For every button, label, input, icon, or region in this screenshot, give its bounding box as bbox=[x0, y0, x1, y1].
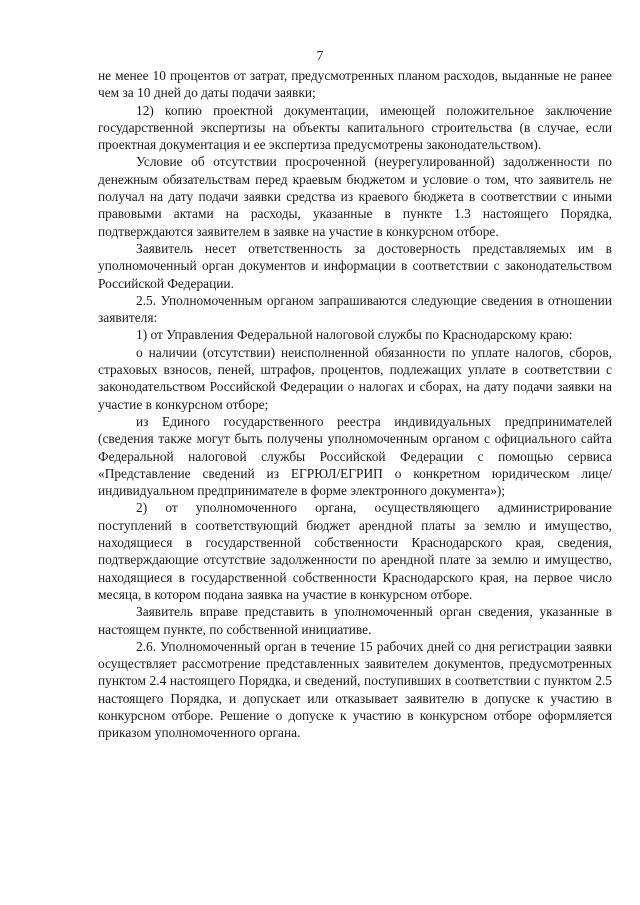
paragraph: 2.5. Уполномоченным органом запрашиваются следующие сведения в отношении заявителя: bbox=[98, 292, 612, 326]
paragraph: 1) от Управления Федеральной налоговой службы по Краснодарскому краю: bbox=[136, 327, 573, 343]
paragraph: 2.6. Уполномоченный орган в течение 15 рабочих дней со дня регистрации заявки осуществляет рассмотрение представленных заявителем документов, предусмотренных пунктом 2.4 настоящего Порядка, и сведений, поступивших в соответствии с пунктом 2.5 настоящего Порядка, и допускает или отказывает заявителю в допуске к участию в конкурсном отборе. Решение о допуске к участию в конкурсном отборе оформляется приказом уполномоченного органа. bbox=[98, 638, 612, 741]
paragraph: о наличии (отсутствии) неисполненной обязанности по уплате налогов, сборов, страховых взносов, пеней, штрафов, процентов, подлежащих уплате в соответствии с законодательством Российской Федерации о налогах и сборах, на дату подачи заявки на участие в конкурсном отборе; bbox=[98, 344, 612, 412]
paragraph: 2) от уполномоченного органа, осуществляющего администрирование поступлений в соответствующий бюджет арендной платы за землю и имущество, находящиеся в государственной собственности Краснодарского края, сведения, подтверждающие отсутствие задолженности по арендной плате за землю и имущество, находящиеся в государственной собственности Краснодарского края, на первое число месяца, в котором подана заявка на участие в конкурсном отборе. bbox=[98, 500, 612, 602]
paragraph: 12) копию проектной документации, имеющей положительное заключение государственной экспертизы на объекты капитального строительства (в случае, если проектная документация и ее экспертиза предусмотрены законодательством). bbox=[98, 102, 612, 153]
document-body bbox=[98, 67, 612, 742]
paragraph: Заявитель несет ответственность за достоверность представляемых им в уполномоченный орган документов и информации в соответствии с законодательством Российской Федерации. bbox=[98, 240, 612, 291]
paragraph: не менее 10 процентов от затрат, предусмотренных планом расходов, выданные не ранее чем за 10 дней до даты подачи заявки; bbox=[98, 68, 612, 101]
paragraph: Заявитель вправе представить в уполномоченный орган сведения, указанные в настоящем пункте, по собственной инициативе. bbox=[98, 604, 612, 637]
page-number: 7 bbox=[316, 48, 324, 63]
paragraph: из Единого государственного реестра индивидуальных предпринимателей (сведения также могут быть получены уполномоченным органом с официального сайта Федеральной налоговой службы Российской Федерации с помощью сервиса «Представление сведений из ЕГРЮЛ/ЕГРИП о конкретном юридическом лице/индивидуальном предпринимателе в форме электронного документа»); bbox=[98, 413, 612, 499]
paragraph: Условие об отсутствии просроченной (неурегулированной) задолженности по денежным обязательствам перед краевым бюджетом и условие о том, что заявитель не получал на дату подачи заявки средства из краевого бюджета в соответствии с иными правовыми актами на расходы, указанные в пункте 1.3 настоящего Порядка, подтверждаются заявителем в заявке на участие в конкурсном отборе. bbox=[98, 154, 612, 239]
